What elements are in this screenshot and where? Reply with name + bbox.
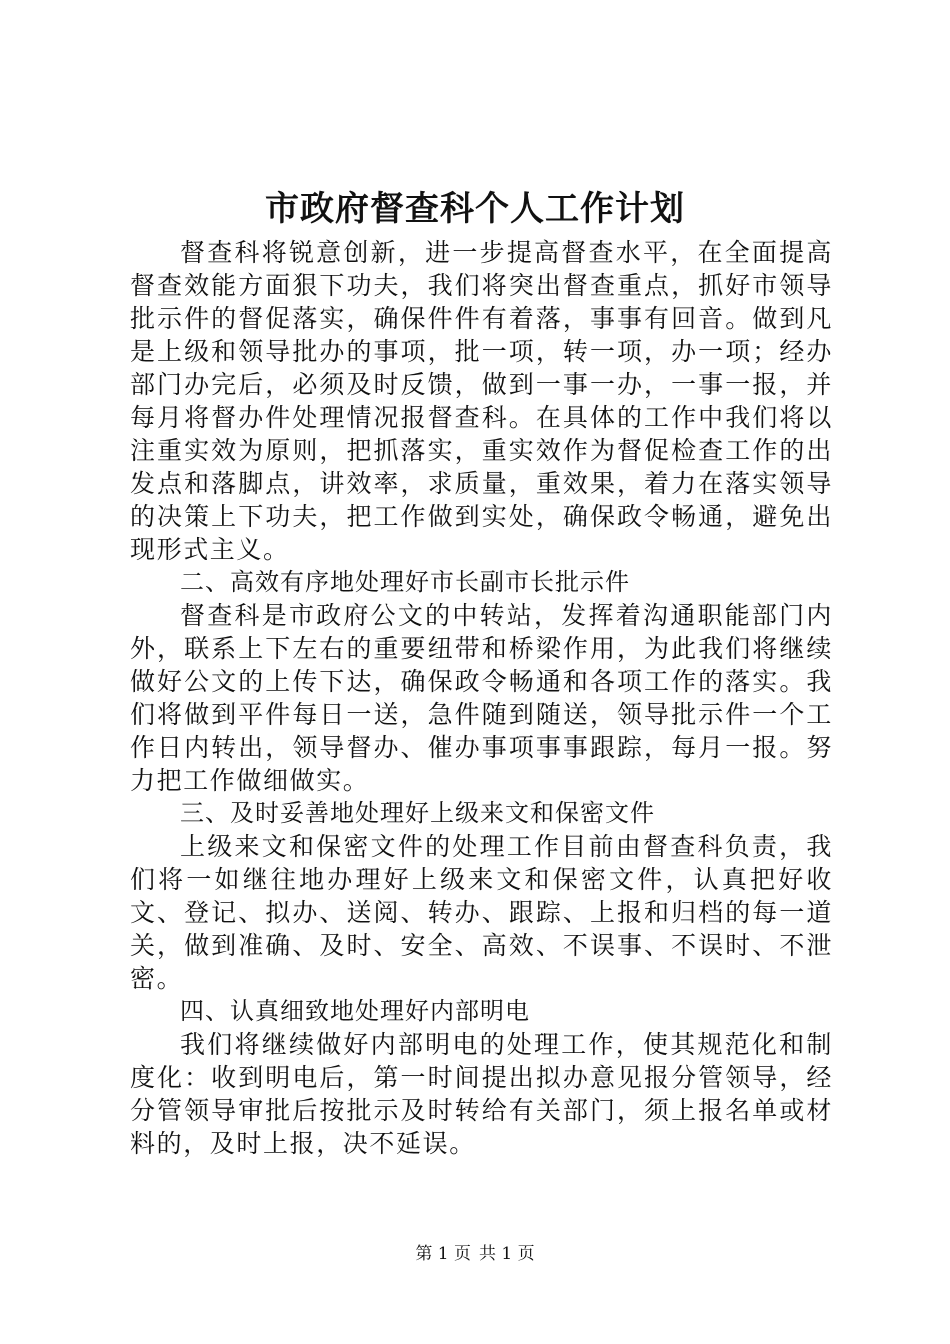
document-body — [130, 236, 833, 1160]
paragraph-section-3: 上级来文和保密文件的处理工作目前由督查科负责，我们将一如继往地办理好上级来文和保密文件，认真把好收文、登记、拟办、送阅、转办、跟踪、上报和归档的每一道关，做到准确、及时、安全、高效、不误事、不误时、不泄密。 — [130, 832, 833, 993]
paragraph-section-4: 我们将继续做好内部明电的处理工作，使其规范化和制度化：收到明电后，第一时间提出拟办意见报分管领导，经分管领导审批后按批示及时转给有关部门，须上报名单或材料的，及时上报，决不延误。 — [130, 1030, 833, 1158]
page-total: 共 1 页 — [479, 1244, 535, 1264]
page-number: 第 1 页 — [415, 1244, 471, 1264]
document-title: 市政府督查科个人工作计划 — [265, 189, 685, 229]
page-footer — [0, 1242, 950, 1266]
section-heading-2: 二、高效有序地处理好市长副市长批示件 — [180, 568, 630, 596]
section-heading-3: 三、及时妥善地处理好上级来文和保密文件 — [180, 799, 655, 827]
paragraph-intro: 督查科将锐意创新，进一步提高督查水平，在全面提高督查效能方面狠下功夫，我们将突出督查重点，抓好市领导批示件的督促落实，确保件件有着落，事事有回音。做到凡是上级和领导批办的事项，批一项，转一项，办一项；经办部门办完后，必须及时反馈，做到一事一办，一事一报，并每月将督办件处理情况报督查科。在具体的工作中我们将以注重实效为原则，把抓落实，重实效作为督促检查工作的出发点和落脚点，讲效率，求质量，重效果，着力在落实领导的决策上下功夫，把工作做到实处，确保政令畅通，避免出现形式主义。 — [130, 238, 833, 564]
section-heading-4: 四、认真细致地处理好内部明电 — [180, 997, 530, 1025]
paragraph-section-2: 督查科是市政府公文的中转站，发挥着沟通职能部门内外，联系上下左右的重要纽带和桥梁作用，为此我们将继续做好公文的上传下达，确保政令畅通和各项工作的落实。我们将做到平件每日一送，急件随到随送，领导批示件一个工作日内转出，领导督办、催办事项事事跟踪，每月一报。努力把工作做细做实。 — [130, 601, 833, 795]
